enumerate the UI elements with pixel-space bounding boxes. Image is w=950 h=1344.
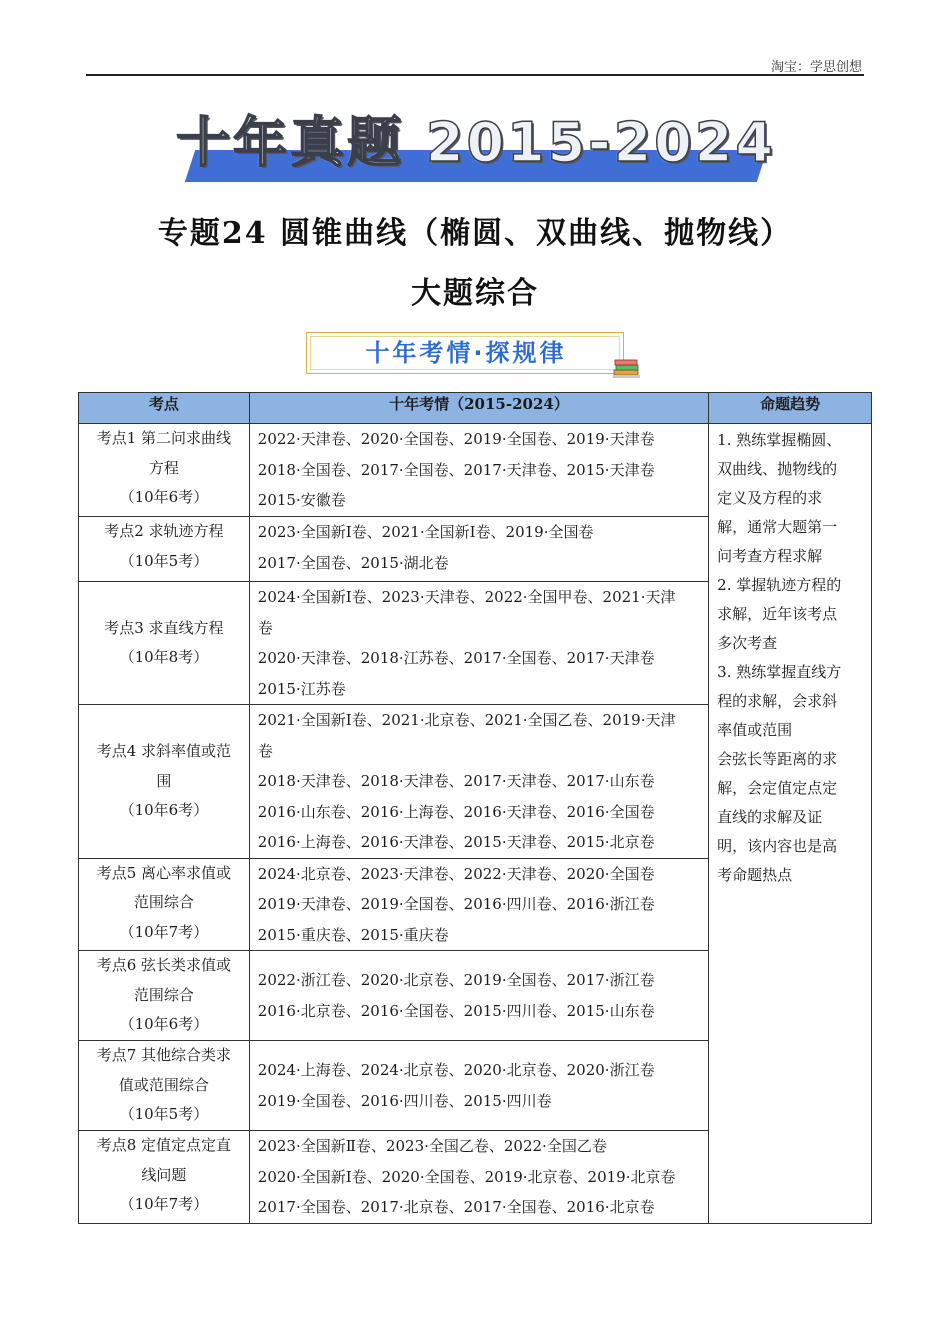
exams-cell: 2021·全国新Ⅰ卷、2021·北京卷、2021·全国乙卷、2019·天津 卷 2018·天津卷、2018·天津卷、2017·天津卷、2017·山东卷 2016·山东卷、2016·上海卷、2016·天津卷、2016·全国卷 2016·上海卷、2016·天津卷、2015·天津卷、2015·北京卷 [249, 705, 708, 859]
section-banner-label: 十年考情·探规律 [365, 339, 567, 367]
header-topic: 考点 [79, 393, 250, 424]
header-exams: 十年考情（2015-2024） [249, 393, 708, 424]
banner-title: 十年真题 2015-2024 [176, 111, 776, 174]
exams-cell: 2024·全国新Ⅰ卷、2023·天津卷、2022·全国甲卷、2021·天津 卷 2020·天津卷、2018·江苏卷、2017·全国卷、2017·天津卷 2015·江苏卷 [249, 582, 708, 705]
topic-cell: 考点2 求轨迹方程 （10年5考） [79, 517, 250, 582]
exams-cell: 2024·上海卷、2024·北京卷、2020·北京卷、2020·浙江卷 2019·全国卷、2016·四川卷、2015·四川卷 [249, 1041, 708, 1131]
table-row [79, 424, 872, 517]
exams-cell: 2023·全国新Ⅰ卷、2021·全国新Ⅰ卷、2019·全国卷 2017·全国卷、2015·湖北卷 [249, 517, 708, 582]
trend-cell: 1. 熟练掌握椭圆、 双曲线、抛物线的 定义及方程的求 解，通常大题第一 问考查方程求解 2. 掌握轨迹方程的 求解，近年该考点 多次考查 3. 熟练掌握直线方 程的求解，会求斜 率值或范围 会弦长等距离的求 解，会定值定点定 直线的求解及证 明，该内容也是高 考命题热点 [709, 424, 872, 1224]
topic-cell: 考点7 其他综合类求 值或范围综合 （10年5考） [79, 1041, 250, 1131]
section-banner [306, 332, 624, 374]
topic-cell: 考点4 求斜率值或范 围 （10年6考） [79, 705, 250, 859]
topic-cell: 考点5 离心率求值或 范围综合 （10年7考） [79, 858, 250, 951]
exams-cell: 2022·天津卷、2020·全国卷、2019·全国卷、2019·天津卷 2018·全国卷、2017·全国卷、2017·天津卷、2015·天津卷 2015·安徽卷 [249, 424, 708, 517]
topic-cell: 考点1 第二问求曲线 方程 （10年6考） [79, 424, 250, 517]
doc-title-line2: 大题综合 [411, 276, 539, 311]
header-rule [86, 74, 864, 76]
table-header-row [79, 393, 872, 424]
exams-cell: 2024·北京卷、2023·天津卷、2022·天津卷、2020·全国卷 2019·天津卷、2019·全国卷、2016·四川卷、2016·浙江卷 2015·重庆卷、2015·重庆卷 [249, 858, 708, 951]
books-icon [612, 356, 642, 380]
header-trend: 命题趋势 [709, 393, 872, 424]
exams-cell: 2023·全国新Ⅱ卷、2023·全国乙卷、2022·全国乙卷 2020·全国新Ⅰ卷、2020·全国卷、2019·北京卷、2019·北京卷 2017·全国卷、2017·北京卷、2017·全国卷、2016·北京卷 [249, 1131, 708, 1224]
topic-cell: 考点6 弦长类求值或 范围综合 （10年6考） [79, 951, 250, 1041]
exams-cell: 2022·浙江卷、2020·北京卷、2019·全国卷、2017·浙江卷 2016·北京卷、2016·全国卷、2015·四川卷、2015·山东卷 [249, 951, 708, 1041]
topic-cell: 考点3 求直线方程 （10年8考） [79, 582, 250, 705]
header-note: 淘宝：学思创想 [770, 60, 862, 75]
exam-table [78, 392, 872, 1224]
title-banner [176, 112, 776, 186]
topic-cell: 考点8 定值定点定直 线问题 （10年7考） [79, 1131, 250, 1224]
doc-title-line1: 专题24 圆锥曲线（椭圆、双曲线、抛物线） [157, 216, 793, 251]
